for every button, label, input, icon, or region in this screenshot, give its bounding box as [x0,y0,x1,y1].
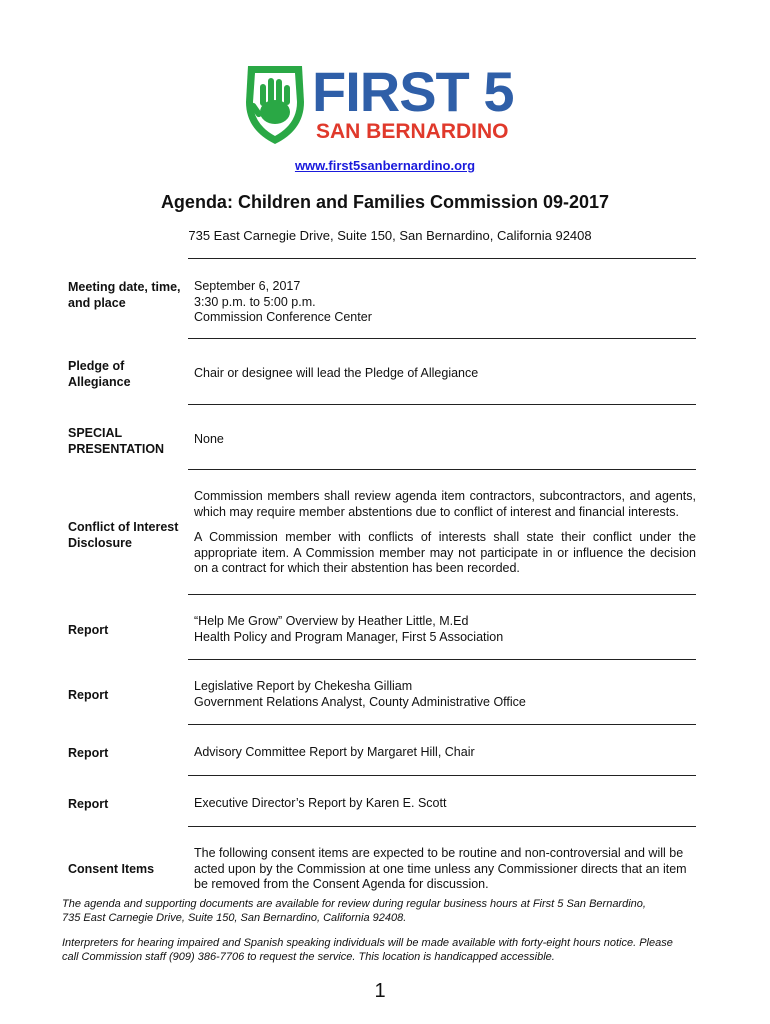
report2-text [194,679,696,710]
first5-logo [242,62,522,152]
meeting-label [68,279,188,311]
pledge-label [68,358,188,390]
address: 735 East Carnegie Drive, Suite 150, San Bernardino, California 92408 [188,228,592,243]
footer-line1: The agenda and supporting documents are available for review during regular business hours at First 5 San Bernardino, [62,898,646,910]
report1-label: Report [68,623,109,637]
conflict-paragraph-1: Commission members shall review agenda item contractors, subcontractors, and agents, which may require member abstentions due to conflict of interest and financial interests. [194,489,696,519]
report1-line1: “Help Me Grow” Overview by Heather Little, M.Ed [194,614,469,628]
report4-label: Report [68,797,109,811]
divider [188,826,696,827]
special-text: None [194,432,224,446]
conflict-paragraph-2: A Commission member with conflicts of interests shall state their conflict under the appropriate item. A Commission member may not participate in or influence the decision on a contract for which their abstention has been recorded. [194,530,696,575]
pledge-label-line1: Pledge of [68,359,125,373]
report2-line1: Legislative Report by Chekesha Gilliam [194,679,413,693]
report3-text: Advisory Committee Report by Margaret Hill, Chair [194,745,475,759]
footer-availability [62,897,712,925]
consent-text: The following consent items are expected to be routine and non-controversial and will be acted upon by the Commission at one time unless any Commissioner directs that an item be removed from the Consent Agenda for discussion. [194,846,687,891]
divider [188,469,696,470]
report3-label: Report [68,746,109,760]
divider [188,258,696,259]
meeting-label-line2: and place [68,296,126,310]
footer-line3: Interpreters for hearing impaired and Spanish speaking individuals will be made available with forty-eight hours notice. Please [62,937,673,949]
consent-label: Consent Items [68,862,155,876]
conflict-label [68,519,188,551]
meeting-time: 3:30 p.m. to 5:00 p.m. [194,294,316,309]
pledge-text: Chair or designee will lead the Pledge of Allegiance [194,366,479,380]
divider [188,724,696,725]
divider [188,775,696,776]
meeting-details [194,279,696,326]
divider [188,659,696,660]
report2-line2: Government Relations Analyst, County Administrative Office [194,694,526,709]
page-number: 1 [374,980,386,1002]
special-label-line1: SPECIAL [68,426,123,440]
report1-text [194,614,696,645]
conflict-label-line2: Disclosure [68,536,132,550]
pledge-label-line2: Allegiance [68,375,131,389]
conflict-text [194,489,696,577]
logo-subtitle: SAN BERNARDINO [316,120,509,143]
footer-interpreters [62,936,712,964]
divider [188,594,696,595]
conflict-label-line1: Conflict of Interest [68,520,179,534]
agenda-title: Agenda: Children and Families Commission 09-2017 [160,192,610,212]
hand-shield-icon [242,62,308,146]
report4-text: Executive Director’s Report by Karen E. Scott [194,796,447,810]
meeting-label-line1: Meeting date, time, [68,280,181,294]
special-label-line2: PRESENTATION [68,442,165,456]
meeting-place: Commission Conference Center [194,310,372,324]
footer-line2: 735 East Carnegie Drive, Suite 150, San Bernardino, California 92408. [62,912,407,924]
special-label [68,425,188,457]
divider [188,338,696,339]
logo-wordmark: FIRST 5 [312,60,514,123]
meeting-date: September 6, 2017 [194,279,301,293]
divider [188,404,696,405]
website-link[interactable]: www.first5sanbernardino.org [294,158,476,173]
report1-line2: Health Policy and Program Manager, First 5 Association [194,629,504,644]
footer-line4: call Commission staff (909) 386-7706 to request the service. This location is handicapped accessible. [62,951,555,963]
report2-label: Report [68,688,109,702]
